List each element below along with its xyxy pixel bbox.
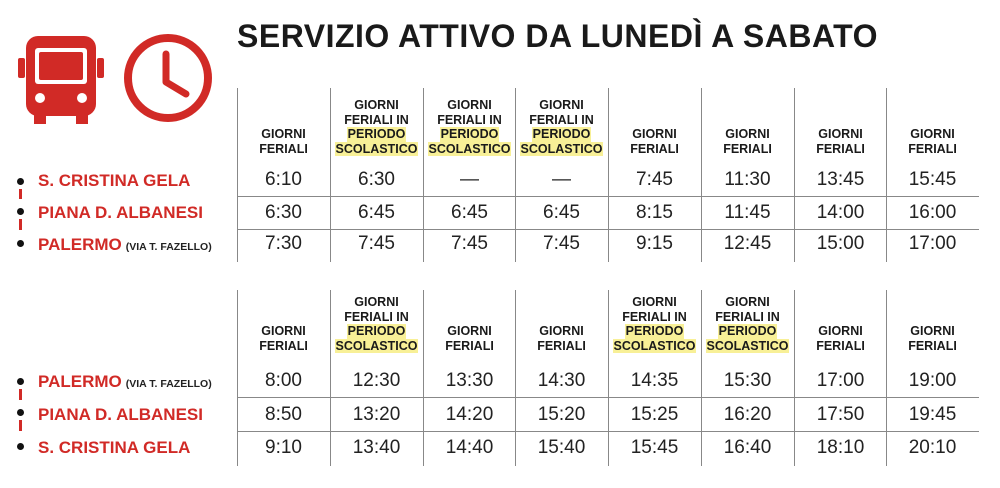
time-cell: 15:30	[723, 370, 772, 391]
column-header-line: SCOLASTICO	[428, 141, 511, 156]
time-cell: 20:10	[908, 437, 957, 458]
page-title: SERVIZIO ATTIVO DA LUNEDÌ A SABATO	[237, 18, 879, 54]
column-header-line: GIORNI	[447, 324, 492, 338]
stop-name: S. CRISTINA GELA	[38, 171, 191, 190]
time-cell: —	[460, 169, 479, 190]
column-header-line: GIORNI	[725, 127, 770, 141]
row-divider	[237, 397, 979, 398]
route-dot-start	[17, 378, 24, 385]
time-cell: 12:45	[723, 233, 772, 254]
column-header-line: PERIODO	[347, 127, 406, 141]
column-header-line: GIORNI	[261, 127, 306, 141]
column-header-line: PERIODO	[532, 127, 591, 141]
time-cell: 6:45	[451, 202, 488, 223]
time-cell: 16:00	[908, 202, 957, 223]
route-dot-end	[17, 443, 24, 450]
time-cell: 15:20	[537, 404, 586, 425]
time-cell: 17:50	[816, 404, 865, 425]
column-header-line: FERIALI	[816, 338, 865, 353]
route-line	[19, 420, 22, 431]
column-header-line: PERIODO	[625, 324, 684, 338]
column-header-line: GIORNI	[632, 295, 677, 309]
time-cell: 16:20	[723, 404, 772, 425]
route-dot-middle	[17, 208, 24, 215]
time-cell: 6:45	[543, 202, 580, 223]
column-header-line: GIORNI	[632, 127, 677, 141]
time-cell: 8:50	[265, 404, 302, 425]
time-cell: 17:00	[816, 370, 865, 391]
column-header	[794, 127, 887, 156]
row-divider	[237, 196, 979, 197]
column-header-line: FERIALI IN	[344, 112, 409, 127]
column-header-line: FERIALI	[908, 338, 957, 353]
row-divider	[237, 229, 979, 230]
column-header	[701, 127, 794, 156]
route-dot-start	[17, 178, 24, 185]
route-line	[19, 189, 22, 199]
time-cell: 7:45	[543, 233, 580, 254]
time-cell: 8:15	[636, 202, 673, 223]
bus-icon	[16, 30, 106, 126]
column-header-line: GIORNI	[261, 324, 306, 338]
column-header-line: FERIALI	[259, 141, 308, 156]
column-header-line: PERIODO	[718, 324, 777, 338]
time-cell: 14:30	[537, 370, 586, 391]
column-header	[330, 295, 423, 353]
route-dot-end	[17, 240, 24, 247]
column-header-line: FERIALI	[630, 141, 679, 156]
column-header-line: GIORNI	[354, 295, 399, 309]
time-cell: 17:00	[908, 233, 957, 254]
column-header	[608, 295, 701, 353]
column-header-line: FERIALI	[259, 338, 308, 353]
column-header	[237, 324, 330, 353]
time-cell: 14:40	[445, 437, 494, 458]
column-header-line: FERIALI IN	[715, 309, 780, 324]
column-header-line: GIORNI	[910, 127, 955, 141]
column-header	[701, 295, 794, 353]
column-header-line: FERIALI IN	[529, 112, 594, 127]
column-header	[608, 127, 701, 156]
time-cell: 15:45	[630, 437, 679, 458]
time-cell: 8:00	[265, 370, 302, 391]
column-header-line: SCOLASTICO	[706, 338, 789, 353]
stop-name: PIANA D. ALBANESI	[38, 405, 203, 424]
column-header-line: GIORNI	[539, 98, 584, 112]
column-header-line: GIORNI	[910, 324, 955, 338]
column-header-line: FERIALI	[537, 338, 586, 353]
time-cell: 11:30	[724, 169, 771, 190]
route-dot-middle	[17, 409, 24, 416]
column-header-line: FERIALI	[908, 141, 957, 156]
column-header	[237, 127, 330, 156]
time-cell: 13:20	[352, 404, 401, 425]
time-cell: 15:00	[816, 233, 865, 254]
column-header-line: GIORNI	[539, 324, 584, 338]
column-header	[423, 98, 516, 156]
time-cell: 9:10	[265, 437, 302, 458]
time-cell: 7:45	[636, 169, 673, 190]
column-header-line: FERIALI	[445, 338, 494, 353]
time-cell: 15:45	[908, 169, 957, 190]
column-header	[886, 127, 979, 156]
column-header	[515, 98, 608, 156]
time-cell: 7:45	[451, 233, 488, 254]
column-header-line: GIORNI	[725, 295, 770, 309]
time-cell: 14:20	[445, 404, 494, 425]
column-header-line: PERIODO	[347, 324, 406, 338]
time-cell: 16:40	[723, 437, 772, 458]
column-header-line: SCOLASTICO	[335, 141, 418, 156]
clock-icon	[122, 32, 214, 124]
timetable-return	[237, 290, 979, 466]
column-header-line: FERIALI	[723, 141, 772, 156]
time-cell: 19:45	[908, 404, 957, 425]
stop-name: PIANA D. ALBANESI	[38, 203, 203, 222]
column-header-line: GIORNI	[447, 98, 492, 112]
time-cell: 9:15	[636, 233, 673, 254]
time-cell: 15:40	[537, 437, 586, 458]
time-cell: 11:45	[724, 202, 771, 223]
time-cell: 13:45	[816, 169, 865, 190]
route-line	[19, 219, 22, 230]
column-header	[423, 324, 516, 353]
time-cell: 6:30	[265, 202, 302, 223]
column-header-line: FERIALI IN	[344, 309, 409, 324]
column-header-line: FERIALI IN	[437, 112, 502, 127]
route-line	[19, 389, 22, 400]
column-header-line: SCOLASTICO	[335, 338, 418, 353]
time-cell: 6:10	[265, 169, 302, 190]
column-header-line: SCOLASTICO	[520, 141, 603, 156]
stop-name: S. CRISTINA GELA	[38, 438, 191, 457]
column-header-line: GIORNI	[818, 324, 863, 338]
time-cell: 13:30	[445, 370, 494, 391]
time-cell: 6:30	[358, 169, 395, 190]
column-header	[886, 324, 979, 353]
time-cell: —	[552, 169, 571, 190]
time-cell: 14:35	[630, 370, 679, 391]
time-cell: 19:00	[908, 370, 957, 391]
time-cell: 13:40	[352, 437, 401, 458]
column-header-line: PERIODO	[440, 127, 499, 141]
time-cell: 14:00	[816, 202, 865, 223]
time-cell: 15:25	[630, 404, 679, 425]
time-cell: 12:30	[352, 370, 401, 391]
column-header	[794, 324, 887, 353]
column-header-line: FERIALI	[816, 141, 865, 156]
row-divider	[237, 431, 979, 432]
stop-name: PALERMO (VIA T. FAZELLO)	[38, 235, 212, 254]
time-cell: 18:10	[816, 437, 865, 458]
time-cell: 7:30	[265, 233, 302, 254]
column-header-line: SCOLASTICO	[613, 338, 696, 353]
column-header-line: GIORNI	[354, 98, 399, 112]
column-header-line: GIORNI	[818, 127, 863, 141]
stop-name: PALERMO (VIA T. FAZELLO)	[38, 372, 212, 391]
timetable-outbound	[237, 88, 979, 262]
column-header	[515, 324, 608, 353]
column-header-line: FERIALI IN	[622, 309, 687, 324]
time-cell: 6:45	[358, 202, 395, 223]
time-cell: 7:45	[358, 233, 395, 254]
column-header	[330, 98, 423, 156]
